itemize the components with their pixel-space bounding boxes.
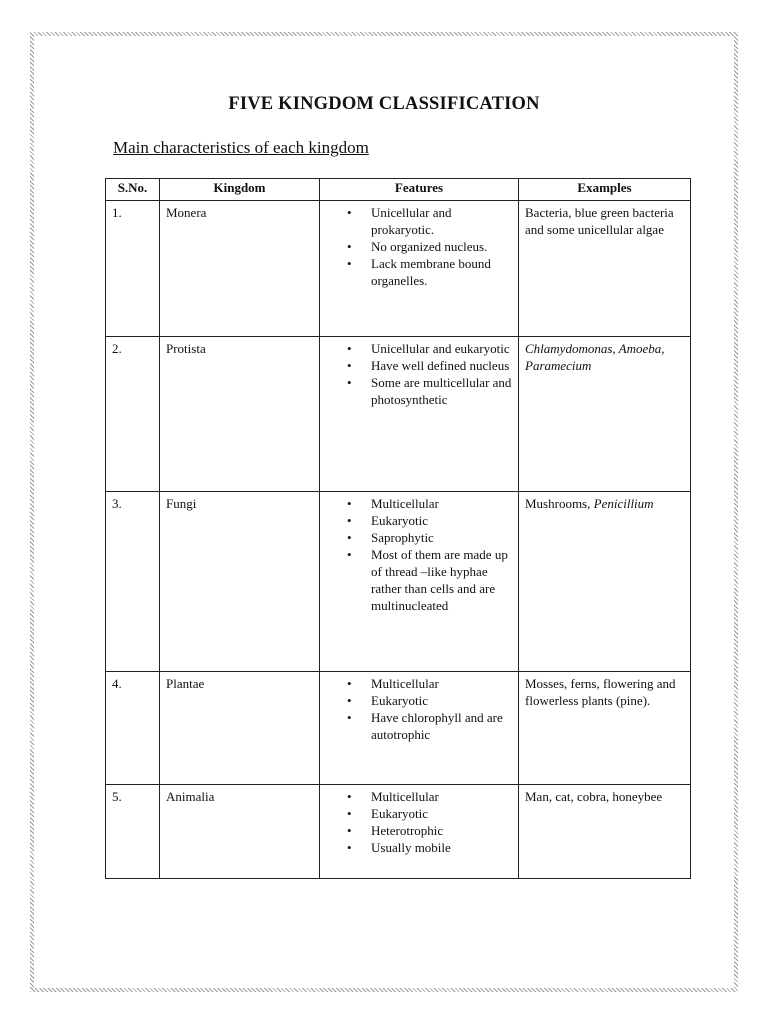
feature-item: • Lack membrane bound organelles.	[371, 255, 512, 289]
cell-features	[320, 337, 519, 492]
feature-item: • Multicellular	[371, 495, 512, 512]
example-text: Chlamydomonas, Amoeba, Paramecium	[525, 341, 665, 373]
header-kingdom: Kingdom	[160, 179, 320, 201]
cell-kingdom: Plantae	[160, 672, 320, 785]
example-text: Penicillium	[593, 496, 654, 511]
cell-features	[320, 672, 519, 785]
feature-item: • No organized nucleus.	[371, 238, 512, 255]
table-row	[106, 492, 691, 672]
kingdom-table	[105, 178, 691, 879]
feature-item: • Multicellular	[371, 788, 512, 805]
header-sno: S.No.	[106, 179, 160, 201]
cell-examples	[519, 492, 691, 672]
feature-item: • Most of them are made up of thread –like hyphae rather than cells and are multinucleated	[371, 546, 512, 614]
feature-item: • Multicellular	[371, 675, 512, 692]
table-row	[106, 201, 691, 337]
feature-list	[326, 675, 512, 743]
cell-sno: 4.	[106, 672, 160, 785]
cell-examples	[519, 201, 691, 337]
header-examples: Examples	[519, 179, 691, 201]
cell-examples	[519, 672, 691, 785]
cell-sno: 3.	[106, 492, 160, 672]
table-header-row	[106, 179, 691, 201]
feature-item: • Have chlorophyll and are autotrophic	[371, 709, 512, 743]
cell-features	[320, 492, 519, 672]
feature-item: • Some are multicellular and photosynthetic	[371, 374, 512, 408]
table-row	[106, 337, 691, 492]
feature-list	[326, 340, 512, 408]
cell-sno: 1.	[106, 201, 160, 337]
example-text: Man, cat, cobra, honeybee	[525, 789, 663, 804]
feature-item: • Eukaryotic	[371, 805, 512, 822]
feature-list	[326, 495, 512, 614]
feature-item: • Eukaryotic	[371, 512, 512, 529]
cell-features	[320, 785, 519, 879]
cell-examples	[519, 785, 691, 879]
feature-list	[326, 204, 512, 289]
cell-examples	[519, 337, 691, 492]
document-subtitle: Main characteristics of each kingdom	[113, 138, 369, 157]
cell-features	[320, 201, 519, 337]
example-text: Mushrooms,	[525, 496, 594, 511]
feature-item: • Have well defined nucleus	[371, 357, 512, 374]
feature-list	[326, 788, 512, 856]
cell-kingdom: Fungi	[160, 492, 320, 672]
table-row	[106, 672, 691, 785]
cell-kingdom: Monera	[160, 201, 320, 337]
feature-item: • Unicellular and prokaryotic.	[371, 204, 512, 238]
cell-kingdom: Animalia	[160, 785, 320, 879]
example-text: Mosses, ferns, flowering and flowerless plants (pine).	[525, 676, 676, 708]
feature-item: • Saprophytic	[371, 529, 512, 546]
cell-sno: 2.	[106, 337, 160, 492]
table-row	[106, 785, 691, 879]
cell-kingdom: Protista	[160, 337, 320, 492]
cell-sno: 5.	[106, 785, 160, 879]
header-features: Features	[320, 179, 519, 201]
feature-item: • Heterotrophic	[371, 822, 512, 839]
document-title: FIVE KINGDOM CLASSIFICATION	[228, 94, 540, 114]
example-text: Bacteria, blue green bacteria and some unicellular algae	[525, 205, 674, 237]
feature-item: • Unicellular and eukaryotic	[371, 340, 512, 357]
feature-item: • Usually mobile	[371, 839, 512, 856]
feature-item: • Eukaryotic	[371, 692, 512, 709]
